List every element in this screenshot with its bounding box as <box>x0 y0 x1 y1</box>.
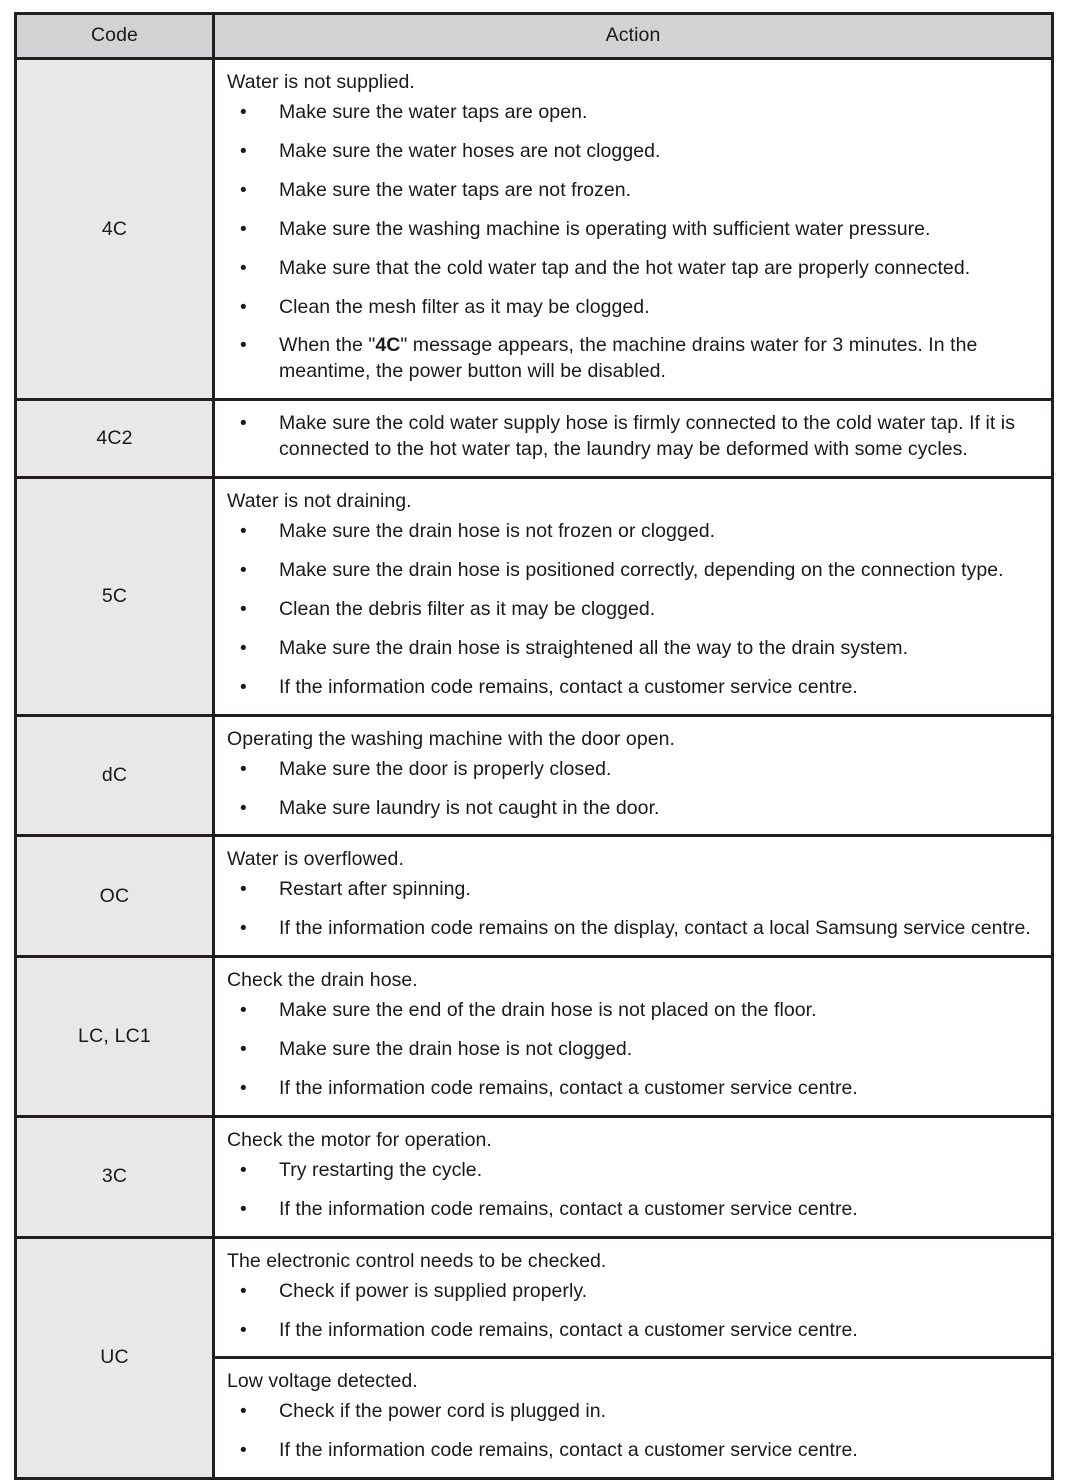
list-item <box>226 295 1037 321</box>
bullet-icon: • <box>240 918 247 940</box>
action-bullet-list <box>226 411 1037 463</box>
action-block <box>215 958 1051 1115</box>
information-codes-table <box>14 12 1054 1480</box>
table-row <box>16 836 1053 957</box>
table-row <box>16 478 1053 716</box>
list-item-label: Make sure the water taps are not frozen. <box>279 178 632 201</box>
list-item-label: If the information code remains, contact a customer service centre. <box>279 1197 858 1220</box>
list-item <box>226 411 1037 463</box>
action-block <box>215 401 1051 476</box>
inline-error-code: 4C <box>375 334 401 357</box>
list-item <box>226 998 1037 1024</box>
bullet-icon: • <box>240 218 247 240</box>
action-block <box>215 717 1051 835</box>
bullet-icon: • <box>240 797 247 819</box>
action-bullet-list <box>226 100 1037 385</box>
action-block <box>215 1239 1051 1357</box>
list-item <box>226 519 1037 545</box>
list-item <box>226 877 1037 903</box>
bullet-icon: • <box>240 1198 247 1220</box>
list-item-label: Make sure the drain hose is positioned correctly, depending on the connection type. <box>279 558 1004 581</box>
bullet-icon: • <box>240 257 247 279</box>
action-cell <box>214 478 1053 716</box>
column-header-code: Code <box>16 14 214 59</box>
table-header-row <box>16 14 1053 59</box>
list-item <box>226 916 1037 942</box>
action-block <box>215 60 1051 398</box>
list-item-label: Make sure the drain hose is straightened all the way to the drain system. <box>279 636 909 659</box>
list-item <box>226 333 1037 385</box>
list-item <box>226 597 1037 623</box>
list-item <box>226 757 1037 783</box>
action-intro-text: Water is overflowed. <box>227 848 404 871</box>
list-item-label: Make sure the drain hose is not clogged. <box>279 1038 633 1061</box>
list-item <box>226 217 1037 243</box>
bullet-icon: • <box>240 1319 247 1341</box>
action-bullet-list <box>226 519 1037 701</box>
bullet-icon: • <box>240 1440 247 1462</box>
list-item-label: Clean the mesh filter as it may be clogged. <box>279 295 650 318</box>
code-cell: UC <box>16 1237 214 1479</box>
bullet-icon: • <box>240 1077 247 1099</box>
list-item <box>226 1076 1037 1102</box>
table-row <box>16 1116 1053 1237</box>
list-item-label: If the information code remains, contact a customer service centre. <box>279 1439 858 1462</box>
list-item <box>226 1158 1037 1184</box>
action-bullet-list <box>226 1279 1037 1344</box>
action-block <box>215 837 1051 955</box>
action-bullet-list <box>226 998 1037 1102</box>
list-item <box>226 1279 1037 1305</box>
action-intro-text: Low voltage detected. <box>227 1370 418 1393</box>
table-row <box>16 400 1053 478</box>
list-item-label: If the information code remains, contact a customer service centre. <box>279 675 858 698</box>
action-intro-text: The electronic control needs to be checked. <box>227 1249 607 1272</box>
bullet-icon: • <box>240 179 247 201</box>
list-item-label: When the "4C" message appears, the machine drains water for 3 minutes. In the meantime, the power button will be disabled. <box>279 334 978 383</box>
action-block <box>215 479 1051 714</box>
list-item-label: Check if power is supplied properly. <box>279 1279 588 1302</box>
action-bullet-list <box>226 757 1037 822</box>
list-item <box>226 796 1037 822</box>
bullet-icon: • <box>240 1159 247 1181</box>
list-item <box>226 256 1037 282</box>
code-cell: LC, LC1 <box>16 957 214 1117</box>
table-row <box>16 59 1053 400</box>
column-header-action: Action <box>214 14 1053 59</box>
list-item-label: Make sure the end of the drain hose is not placed on the floor. <box>279 999 817 1022</box>
list-item-label: If the information code remains, contact a customer service centre. <box>279 1318 858 1341</box>
list-item-label: Make sure the door is properly closed. <box>279 757 612 780</box>
action-cell <box>214 1116 1053 1237</box>
bullet-icon: • <box>240 521 247 543</box>
bullet-icon: • <box>240 676 247 698</box>
action-intro-text: Check the motor for operation. <box>227 1128 492 1151</box>
bullet-icon: • <box>240 1039 247 1061</box>
action-intro-text: Water is not draining. <box>227 490 412 513</box>
list-item <box>226 139 1037 165</box>
list-item <box>226 636 1037 662</box>
list-item <box>226 178 1037 204</box>
code-cell: 5C <box>16 478 214 716</box>
action-cell <box>214 1237 1053 1479</box>
list-item <box>226 100 1037 126</box>
bullet-icon: • <box>240 296 247 318</box>
list-item-label: Check if the power cord is plugged in. <box>279 1400 607 1423</box>
list-item-label: If the information code remains on the display, contact a local Samsung service centre. <box>279 917 1031 940</box>
list-item-label: Make sure the cold water supply hose is firmly connected to the cold water tap. If it is connected to the hot water tap, the laundry may be deformed with some cycles. <box>279 412 1015 461</box>
list-item-label: Make sure laundry is not caught in the door. <box>279 796 660 819</box>
list-item-label: Restart after spinning. <box>279 878 471 901</box>
action-cell <box>214 957 1053 1117</box>
code-cell: 3C <box>16 1116 214 1237</box>
list-item-label: Make sure the water taps are open. <box>279 100 588 123</box>
action-intro-text: Operating the washing machine with the door open. <box>227 727 675 750</box>
bullet-icon: • <box>240 758 247 780</box>
bullet-icon: • <box>240 335 247 357</box>
list-item <box>226 558 1037 584</box>
action-bullet-list <box>226 1399 1037 1464</box>
list-item-label: Make sure the washing machine is operating with sufficient water pressure. <box>279 217 931 240</box>
code-cell: dC <box>16 715 214 836</box>
action-cell <box>214 400 1053 478</box>
bullet-icon: • <box>240 101 247 123</box>
action-block <box>215 1356 1051 1477</box>
bullet-icon: • <box>240 879 247 901</box>
list-item-label: Make sure that the cold water tap and the hot water tap are properly connected. <box>279 256 971 279</box>
bullet-icon: • <box>240 598 247 620</box>
bullet-icon: • <box>240 1280 247 1302</box>
action-bullet-list <box>226 1158 1037 1223</box>
action-cell <box>214 59 1053 400</box>
action-cell <box>214 836 1053 957</box>
action-intro-text: Water is not supplied. <box>227 71 415 93</box>
list-item <box>226 1197 1037 1223</box>
table-body <box>16 59 1053 1479</box>
list-item-label: Make sure the drain hose is not frozen or clogged. <box>279 520 716 543</box>
action-intro-text: Check the drain hose. <box>227 969 418 992</box>
code-cell: 4C <box>16 59 214 400</box>
code-cell: 4C2 <box>16 400 214 478</box>
list-item-label: If the information code remains, contact a customer service centre. <box>279 1076 858 1099</box>
bullet-icon: • <box>240 1000 247 1022</box>
bullet-icon: • <box>240 559 247 581</box>
list-item <box>226 1037 1037 1063</box>
bullet-icon: • <box>240 413 247 435</box>
list-item <box>226 1399 1037 1425</box>
action-block <box>215 1118 1051 1236</box>
list-item <box>226 1438 1037 1464</box>
action-bullet-list <box>226 877 1037 942</box>
table-row <box>16 957 1053 1117</box>
table-row <box>16 715 1053 836</box>
code-cell: OC <box>16 836 214 957</box>
list-item <box>226 1318 1037 1344</box>
list-item-label: Make sure the water hoses are not clogged. <box>279 139 661 162</box>
list-item-label: Clean the debris filter as it may be clogged. <box>279 597 656 620</box>
bullet-icon: • <box>240 637 247 659</box>
action-cell <box>214 715 1053 836</box>
bullet-icon: • <box>240 140 247 162</box>
list-item <box>226 675 1037 701</box>
bullet-icon: • <box>240 1401 247 1423</box>
table-row <box>16 1237 1053 1479</box>
table-header <box>16 14 1053 59</box>
list-item-label: Try restarting the cycle. <box>279 1158 483 1181</box>
